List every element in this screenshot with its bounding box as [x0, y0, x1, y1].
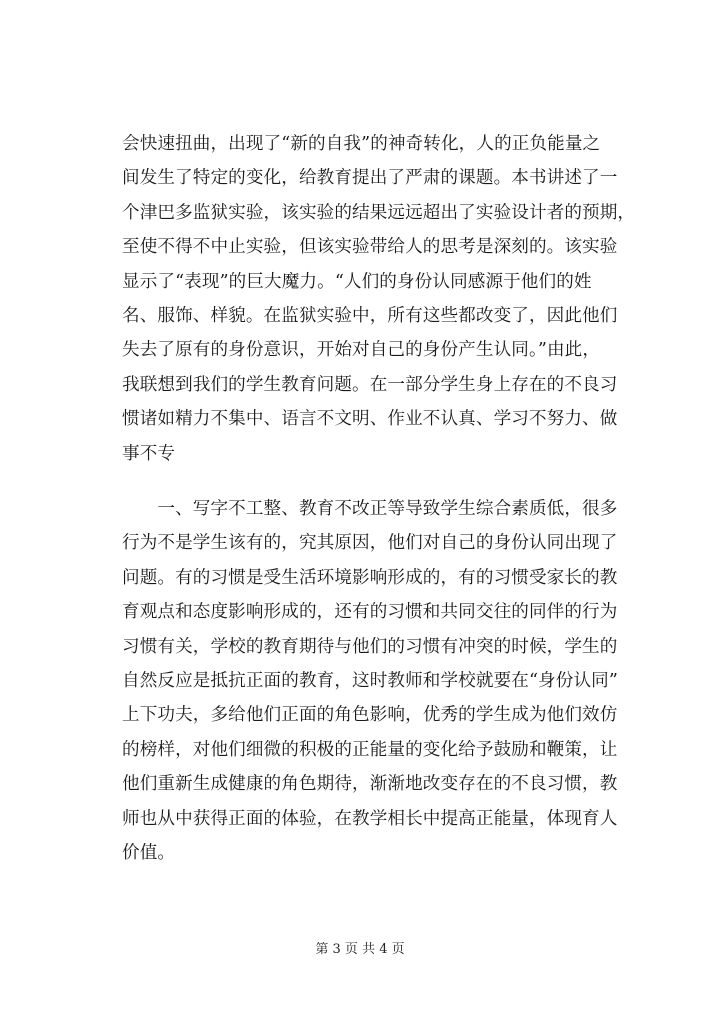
- text-line: 问题。有的习惯是受生活环境影响形成的，有的习惯受家长的教: [122, 567, 618, 588]
- text-line: 他们重新生成健康的角色期待，渐渐地改变存在的不良习惯，教: [122, 774, 618, 795]
- text-line: 个津巴多监狱实验，该实验的结果远远超出了实验设计者的预期，: [122, 202, 636, 223]
- text-line: 显示了“表现”的巨大魔力。“人们的身份认同感源于他们的姓: [122, 271, 592, 292]
- text-line: 价值。: [122, 842, 176, 863]
- text-line: 失去了原有的身份意识，开始对自己的身份产生认同。”由此，: [122, 340, 601, 361]
- text-line: 事不专: [122, 443, 176, 464]
- text-line: 自然反应是抵抗正面的教育，这时教师和学校就要在“身份认同”: [122, 670, 618, 691]
- text-line: 行为不是学生该有的，究其原因，他们对自己的身份认同出现了: [122, 533, 618, 554]
- text-line: 会快速扭曲，出现了“新的自我”的神奇转化，人的正负能量之: [122, 134, 601, 154]
- paragraph-1: [122, 127, 642, 471]
- text-line: 间发生了特定的变化，给教育提出了严肃的课题。本书讲述了一: [122, 168, 618, 189]
- text-line: 师也从中获得正面的体验，在教学相长中提高正能量，体现育人: [122, 808, 618, 829]
- text-line: 名、服饰、样貌。在监狱实验中，所有这些都改变了，因此他们: [122, 305, 618, 326]
- paragraph-2: [122, 492, 642, 870]
- page-number-footer: 第 3 页 共 4 页: [315, 942, 405, 957]
- text-line: 习惯有关，学校的教育期待与他们的习惯有冲突的时候，学生的: [122, 636, 618, 657]
- text-line: 的榜样，对他们细微的积极的正能量的变化给予鼓励和鞭策，让: [122, 739, 618, 760]
- text-line: 惯诸如精力不集中、语言不文明、作业不认真、学习不努力、做: [122, 409, 618, 430]
- text-line: 上下功夫，多给他们正面的角色影响，优秀的学生成为他们效仿: [122, 705, 618, 726]
- text-line: 我联想到我们的学生教育问题。在一部分学生身上存在的不良习: [122, 374, 618, 395]
- text-line: 育观点和态度影响形成的，还有的习惯和共同交往的同伴的行为: [122, 602, 618, 623]
- text-line: 一、写字不工整、教育不改正等导致学生综合素质低，很多: [122, 499, 618, 519]
- text-line: 至使不得不中止实验，但该实验带给人的思考是深刻的。该实验: [122, 237, 618, 258]
